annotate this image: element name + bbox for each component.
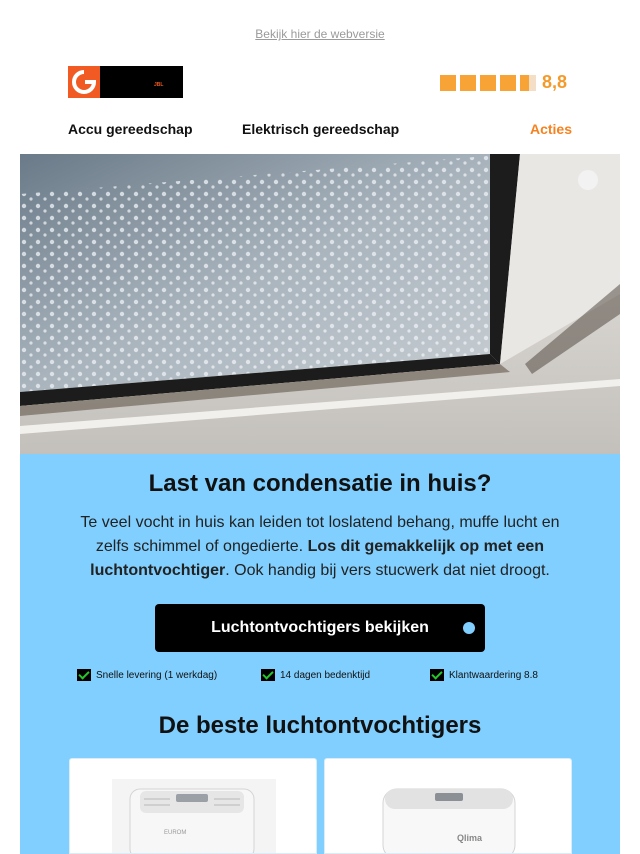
hero-indicator-dot xyxy=(578,170,598,190)
intro-text xyxy=(80,511,560,583)
star-icon xyxy=(500,75,516,91)
cta-dot-icon xyxy=(463,622,475,634)
usp-item xyxy=(261,669,370,681)
logo-tag: JBL xyxy=(154,82,164,88)
rating-score: 8,8 xyxy=(541,72,567,92)
check-icon xyxy=(261,669,275,681)
cta-button[interactable] xyxy=(155,604,485,652)
nav-item-accu[interactable]: Accu gereedschap xyxy=(68,121,193,137)
star-icon xyxy=(480,75,496,91)
intro-text-part1: Te veel vocht in huis kan leiden tot loslatend behang, muffe lucht en zelfs schimmel of ongedierte. xyxy=(80,514,560,555)
product-card[interactable] xyxy=(69,758,317,854)
usp-label: Klantwaardering 8.8 xyxy=(449,669,538,681)
dehumidifier-image xyxy=(325,759,572,854)
webversion-link[interactable]: Bekijk hier de webversie xyxy=(255,27,385,41)
product-brand: Qlima xyxy=(457,833,483,843)
g-logo-icon xyxy=(68,66,100,98)
rating xyxy=(440,72,567,93)
nav-item-acties[interactable]: Acties xyxy=(529,121,572,137)
intro-text-part2: . Ook handig bij vers stucwerk dat niet droogt. xyxy=(225,562,550,579)
usp-list xyxy=(0,669,640,683)
cta-label: Luchtontvochtigers bekijken xyxy=(211,619,429,636)
dehumidifier-image xyxy=(70,759,317,854)
star-icon xyxy=(460,75,476,91)
product-brand: EUROM xyxy=(164,830,187,836)
main-nav xyxy=(68,121,572,139)
usp-item xyxy=(430,669,538,681)
products-title: De beste luchtontvochtigers xyxy=(158,712,482,739)
product-card[interactable] xyxy=(324,758,572,854)
intro-text-bold: Los dit gemakkelijk op met een luchtontvochtiger xyxy=(90,538,545,579)
star-icon xyxy=(440,75,456,91)
usp-label: 14 dagen bedenktijd xyxy=(280,669,371,681)
usp-item xyxy=(77,669,217,681)
check-icon xyxy=(77,669,91,681)
nav-item-elektrisch[interactable]: Elektrisch gereedschap xyxy=(242,121,400,137)
usp-label: Snelle levering (1 werkdag) xyxy=(96,669,218,681)
check-icon xyxy=(430,669,444,681)
hero-image[interactable] xyxy=(20,154,620,454)
main-title: Last van condensatie in huis? xyxy=(148,470,492,497)
half-star-icon xyxy=(520,75,536,91)
brand-logo[interactable] xyxy=(68,66,183,98)
